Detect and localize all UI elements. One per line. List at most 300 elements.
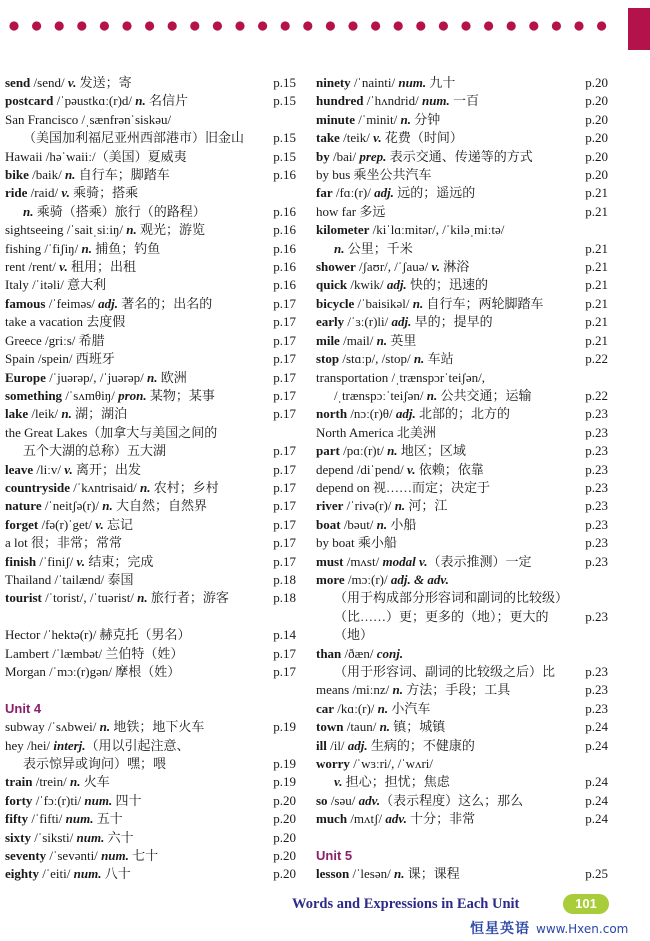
entry-detail: /ˈminit/ [355, 111, 401, 127]
entry-detail: /mɔː(r)/ [344, 571, 391, 587]
page-ref: p.21 [585, 332, 608, 348]
border-dot [348, 21, 357, 30]
entry-text [5, 92, 262, 110]
entry-text [316, 240, 574, 258]
entry-text [5, 461, 262, 479]
part-of-speech: adj. [374, 185, 394, 201]
border-dot [9, 21, 18, 30]
headword: ninety [316, 75, 351, 90]
page-ref: p.23 [585, 682, 608, 698]
part-of-speech: adv. [358, 792, 381, 808]
headword: minute [316, 111, 355, 127]
entry-text [316, 276, 574, 294]
vocab-entry [316, 608, 608, 645]
vocab-entry [5, 461, 296, 479]
part-of-speech: n. [99, 719, 111, 735]
definition: 八十 [101, 866, 131, 882]
vocab-entry [316, 663, 608, 681]
definition: 快的；迅速的 [406, 277, 488, 293]
entry-detail: Greece /griːs/ 希腊 [5, 332, 105, 348]
entry-detail: /ˈsevənti/ [46, 848, 102, 864]
headword: countryside [5, 479, 70, 495]
part-of-speech: v. [373, 130, 382, 146]
definition: 乘骑；搭乘 [69, 185, 139, 201]
headword: tourist [5, 590, 42, 606]
entry-text [316, 718, 574, 736]
definition: （用以引起注意、 [85, 737, 190, 753]
page-ref: p.24 [585, 737, 608, 753]
entry-detail: 表示惊异或询问）嘿；喂 [23, 756, 167, 771]
part-of-speech: n. [426, 387, 438, 403]
page-ref: p.16 [273, 203, 296, 219]
border-dot [461, 21, 470, 30]
entry-text [5, 424, 262, 442]
entry-text [5, 111, 262, 129]
definition: 表示交通、传递等的方式 [386, 148, 533, 164]
definition: 地铁；地下火车 [110, 719, 205, 735]
page-ref: p.23 [585, 461, 608, 477]
vocab-entry [316, 589, 608, 607]
vocab-entry [5, 240, 296, 258]
border-dot [55, 21, 64, 30]
definition: 远的；遥远的 [393, 185, 476, 201]
headword: ill [316, 737, 327, 753]
vocab-entry [5, 369, 296, 387]
entry-text [5, 240, 262, 258]
entry-detail: /ˈkʌntrisaid/ [70, 479, 141, 495]
border-dot [281, 21, 290, 30]
vocab-entry [5, 847, 296, 865]
headword: forget [5, 516, 39, 532]
headword: lake [5, 406, 29, 422]
definition: 观光；游览 [136, 222, 206, 238]
page-ref: p.17 [273, 479, 296, 495]
page-ref: p.24 [585, 719, 608, 735]
entry-detail: /ˈwɜːri/, /ˈwʌri/ [349, 756, 434, 772]
part-of-speech: interj. [53, 737, 86, 753]
part-of-speech: n. [334, 240, 345, 256]
footer-title: Words and Expressions in Each Unit [292, 896, 520, 912]
border-dot [371, 21, 380, 30]
vocab-entry [5, 553, 296, 571]
entry-detail: /ˈlesən/ [349, 866, 394, 882]
border-dot [552, 21, 561, 30]
entry-text [5, 571, 262, 589]
part-of-speech: n. [379, 719, 391, 735]
unit-heading: Unit 5 [316, 848, 353, 864]
border-dot [77, 21, 86, 30]
part-of-speech: n. [147, 369, 158, 385]
border-dot [574, 21, 583, 30]
entry-detail: /pɑː(r)t/ [339, 443, 388, 459]
page-ref: p.20 [585, 75, 608, 90]
vocab-entry [5, 829, 296, 847]
vocab-entry [5, 663, 296, 681]
vocab-entry [5, 718, 296, 736]
definition: 旅行者；游客 [147, 590, 229, 606]
part-of-speech: v. [59, 259, 68, 275]
corner-block [628, 8, 650, 50]
part-of-speech: adj. & adv. [390, 571, 449, 587]
definition: 名信片 [145, 93, 189, 109]
entry-text [5, 442, 262, 460]
vocab-entry [316, 810, 608, 828]
definition: 小汽车 [388, 700, 431, 716]
page-ref: p.17 [273, 461, 296, 477]
vocab-entry [316, 442, 608, 460]
entry-detail: /il/ [326, 737, 348, 753]
part-of-speech: adv. [385, 811, 407, 827]
headword: postcard [5, 93, 54, 109]
entry-text [5, 626, 262, 644]
entry-text [5, 295, 262, 313]
definition: 担心；担忧；焦虑 [342, 774, 450, 790]
page-ref: p.16 [273, 277, 296, 293]
vocab-entry [5, 442, 296, 460]
headword: leave [5, 461, 34, 477]
vocab-entry [316, 497, 608, 515]
page-ref: p.20 [273, 866, 296, 882]
definition: （表示推测）一定 [427, 553, 532, 569]
vocab-entry [5, 148, 296, 166]
vocab-entry [5, 184, 296, 202]
entry-detail: depend /diˈpend/ [316, 461, 407, 477]
entry-detail: /fɑː(r)/ [332, 185, 375, 201]
entry-detail: /səu/ [327, 792, 359, 808]
part-of-speech: adj. [98, 295, 119, 311]
headword: far [316, 185, 333, 201]
page-ref: p.21 [585, 295, 608, 311]
page-ref: p.20 [585, 130, 608, 146]
part-of-speech: n. [413, 351, 425, 367]
headword: worry [316, 756, 350, 772]
entry-detail: （用于形容词、副词的比较级之后）比 [334, 664, 556, 679]
vocab-entry [316, 865, 608, 883]
definition: 农村；乡村 [150, 479, 219, 495]
border-dot [168, 21, 177, 30]
part-of-speech: n. [64, 167, 76, 183]
page-ref: p.17 [273, 332, 296, 348]
headword: nature [5, 498, 42, 514]
page-ref: p.21 [585, 259, 608, 275]
part-of-speech: num. [101, 848, 129, 864]
border-dot [303, 21, 312, 30]
definition: 淋浴 [439, 259, 470, 275]
headword: Europe [5, 369, 46, 385]
entry-text [5, 718, 262, 736]
vocab-entry [5, 773, 296, 791]
headword: so [316, 792, 328, 808]
entry-text [316, 332, 574, 350]
page-ref: p.17 [273, 663, 296, 679]
entry-text [316, 773, 574, 791]
page-ref: p.16 [273, 259, 296, 275]
border-dot [145, 21, 154, 30]
left-column [5, 74, 296, 884]
page-ref: p.20 [273, 848, 296, 864]
entry-detail: /taun/ [343, 719, 380, 735]
page-ref: p.22 [585, 387, 608, 403]
entry-detail: by boat 乘小船 [316, 535, 397, 551]
headword: finish [5, 553, 37, 569]
vocab-entry [316, 276, 608, 294]
page-ref: p.21 [585, 240, 608, 256]
part-of-speech: adj. [395, 406, 416, 422]
entry-detail: /ˈsʌmθiŋ/ [62, 387, 119, 403]
entry-text [316, 700, 574, 718]
entry-text [316, 755, 574, 773]
entry-detail: a lot 很；非常；常常 [5, 535, 122, 551]
vocab-entry [316, 92, 608, 110]
entry-detail: /ˈnainti/ [350, 75, 399, 90]
part-of-speech: num. [398, 75, 427, 90]
page-ref: p.24 [585, 811, 608, 827]
headword: kilometer [316, 222, 370, 238]
vocab-entry [316, 700, 608, 718]
border-dot [484, 21, 493, 30]
vocab-entry [316, 203, 608, 221]
entry-detail: /raid/ [27, 185, 62, 201]
entry-text [316, 589, 574, 607]
entry-text [316, 166, 574, 184]
definition: 十分；非常 [406, 811, 476, 827]
border-dot [529, 21, 538, 30]
entry-detail: /ˈfiniʃ/ [36, 553, 77, 569]
page-ref: p.24 [585, 792, 608, 808]
definition: 公里；千米 [344, 240, 413, 256]
definition: 火车 [80, 774, 110, 790]
vocab-entry [316, 718, 608, 736]
page-ref: p.23 [585, 608, 608, 624]
entry-text [316, 737, 574, 755]
headword: by [316, 148, 330, 164]
part-of-speech: conj. [376, 645, 404, 661]
entry-detail: /ʃaʊr/, /ˈʃauə/ [355, 259, 432, 275]
vocab-entry [316, 166, 608, 184]
entry-text [5, 332, 262, 350]
entry-text [5, 479, 262, 497]
border-dot [439, 21, 448, 30]
entry-detail: （美国加利福尼亚州西部港市）旧金山 [23, 130, 245, 146]
definition: 自行车；脚踏车 [75, 167, 170, 183]
definition: 九十 [426, 75, 456, 90]
definition: 自行车；两轮脚踏车 [423, 295, 544, 311]
entry-detail: San Francisco /ˌsænfrənˈsiskəu/ [5, 111, 172, 127]
part-of-speech: n. [376, 332, 388, 348]
border-dot [32, 21, 41, 30]
entry-detail: take a vacation 去度假 [5, 314, 126, 330]
vocab-entry [5, 221, 296, 239]
page-ref: p.20 [585, 93, 608, 109]
entry-detail: /mʌtʃ/ [347, 811, 386, 827]
page-ref: p.17 [273, 516, 296, 532]
entry-text [316, 221, 574, 239]
part-of-speech: n. [377, 700, 389, 716]
entry-detail: Thailand /ˈtailænd/ 泰国 [5, 571, 134, 587]
entry-detail: depend on 视……而定；决定于 [316, 479, 491, 495]
page-ref: p.15 [273, 75, 296, 90]
part-of-speech: n. [394, 866, 405, 882]
entry-text [316, 258, 574, 276]
part-of-speech: n. [400, 111, 411, 127]
vocab-entry [5, 166, 296, 184]
vocab-entry [5, 571, 296, 589]
page-ref: p.19 [273, 756, 296, 771]
page-ref: p.24 [585, 774, 608, 790]
page-ref: p.23 [585, 516, 608, 532]
headword: send [5, 75, 31, 90]
entry-text [316, 534, 574, 552]
entry-detail: （比……）更；更多的（地）；更大的（地） [334, 608, 549, 643]
page-ref: p.20 [273, 811, 296, 827]
headword: seventy [5, 848, 47, 864]
entry-text [316, 350, 574, 368]
definition: 忘记 [103, 516, 134, 532]
entry-text [316, 295, 574, 313]
vocab-entry [5, 865, 296, 883]
vocab-entry [5, 74, 296, 92]
entry-detail: /ˈjuərəp/, /ˈjuərəp/ [45, 369, 148, 385]
definition: 某物；某事 [146, 387, 215, 403]
vocab-entry [316, 792, 608, 810]
definition: 一百 [449, 93, 480, 109]
vocab-entry [5, 295, 296, 313]
spacer [316, 829, 608, 847]
vocab-entry [316, 405, 608, 423]
part-of-speech: n. [140, 479, 151, 495]
part-of-speech: adj. [347, 737, 368, 753]
entry-detail: /ˈrivə(r)/ [343, 498, 395, 514]
headword: forty [5, 792, 33, 808]
part-of-speech: v. [76, 553, 86, 569]
page-ref: p.15 [273, 148, 296, 164]
vocab-entry [316, 258, 608, 276]
part-of-speech: n. [137, 590, 148, 606]
entry-detail: /ˌtrænspɔːˈteiʃən/ [334, 387, 427, 403]
page-ref: p.21 [585, 203, 608, 219]
page-ref: p.23 [585, 443, 608, 459]
headword: must [316, 553, 344, 569]
definition: 著名的；出名的 [118, 295, 213, 311]
page-ref: p.19 [273, 774, 296, 790]
vocab-entry [5, 405, 296, 423]
headword: hundred [316, 93, 364, 109]
vocab-entry [316, 645, 608, 663]
part-of-speech: n. [135, 93, 146, 109]
vocab-entry [316, 313, 608, 331]
page-ref: p.17 [273, 406, 296, 422]
entry-text [5, 258, 262, 276]
entry-detail: /teik/ [339, 130, 374, 146]
part-of-speech: n. [23, 203, 34, 219]
entry-text [5, 829, 262, 847]
page-ref: p.17 [273, 387, 296, 403]
vocab-entry [316, 184, 608, 202]
headword: north [316, 406, 348, 422]
entry-text [316, 313, 574, 331]
vocab-entry [5, 203, 296, 221]
entry-detail: /nɔː(r)θ/ [347, 406, 396, 422]
part-of-speech: num. [65, 811, 94, 827]
page-ref: p.21 [585, 185, 608, 201]
entry-text [5, 534, 262, 552]
definition: （表示程度）这么；那么 [380, 792, 524, 808]
vocab-entry [316, 148, 608, 166]
entry-detail: /ˈfeiməs/ [45, 295, 99, 311]
border-dot [190, 21, 199, 30]
entry-detail: /fə(r)ˈget/ [38, 516, 96, 532]
part-of-speech: v. [64, 461, 73, 477]
entry-detail: /liːv/ [33, 461, 65, 477]
page-ref: p.23 [585, 535, 608, 551]
entry-text [5, 553, 262, 571]
entry-text [5, 645, 262, 663]
entry-text [5, 369, 262, 387]
page-ref: p.17 [273, 351, 296, 367]
headword: ride [5, 185, 28, 201]
page-ref: p.23 [585, 553, 608, 569]
entry-detail: /kɑː(r)/ [334, 700, 378, 716]
part-of-speech: prep. [359, 148, 387, 164]
definition: 北部的；北方的 [415, 406, 511, 422]
entry-detail: /trein/ [32, 774, 70, 790]
entry-text [5, 497, 262, 515]
entry-detail: North America 北美洲 [316, 424, 436, 440]
page-ref: p.23 [585, 498, 608, 514]
vocab-entry [316, 111, 608, 129]
entry-detail: means /miːnz/ [316, 682, 393, 698]
definition: 英里 [387, 332, 417, 348]
entry-detail: /bəut/ [340, 516, 377, 532]
definition: 大自然；自然界 [112, 498, 207, 514]
entry-detail: the Great Lakes（加拿大与美国之间的 [5, 424, 218, 440]
part-of-speech: pron. [118, 387, 147, 403]
vocab-entry [5, 258, 296, 276]
vocab-entry [316, 681, 608, 699]
headword: more [316, 571, 345, 587]
entry-detail: Lambert /ˈlæmbət/ 兰伯特（姓） [5, 645, 184, 661]
headword: sixty [5, 829, 31, 845]
vocab-entry [5, 626, 296, 644]
part-of-speech: n. [102, 498, 113, 514]
entry-detail: Spain /spein/ 西班牙 [5, 351, 115, 367]
definition: 五十 [93, 811, 123, 827]
entry-detail: rent /rent/ [5, 259, 60, 275]
vocab-entry [5, 424, 296, 442]
entry-text [316, 424, 574, 442]
page-ref: p.20 [273, 829, 296, 845]
part-of-speech: adj. [386, 277, 407, 293]
page-ref: p.17 [273, 369, 296, 385]
headword: train [5, 774, 33, 790]
part-of-speech: num. [421, 93, 450, 109]
page-ref: p.20 [273, 792, 296, 808]
entry-text [316, 516, 574, 534]
definition: 车站 [424, 351, 454, 367]
part-of-speech: n. [387, 443, 398, 459]
vocab-entry [5, 497, 296, 515]
entry-detail: how far 多远 [316, 203, 386, 219]
vocab-entry [5, 810, 296, 828]
headword: part [316, 443, 340, 459]
entry-text [316, 865, 574, 883]
page-ref: p.18 [273, 571, 296, 587]
entry-text [316, 405, 574, 423]
vocab-entry [316, 571, 608, 589]
entry-text [316, 129, 574, 147]
entry-detail: subway /ˈsʌbwei/ [5, 719, 100, 735]
unit-heading: Unit 4 [5, 700, 42, 716]
